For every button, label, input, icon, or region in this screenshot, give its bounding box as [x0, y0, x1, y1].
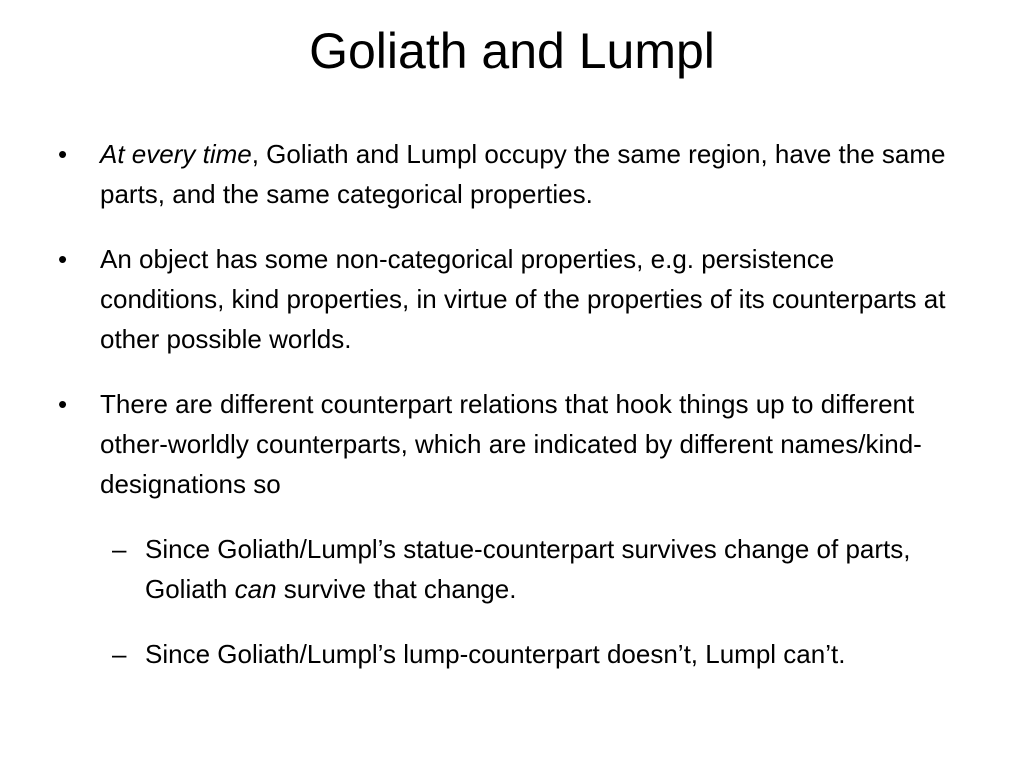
subbullet-2: [58, 634, 958, 674]
slide-body: [58, 134, 958, 699]
bullet-3: [58, 384, 958, 504]
subbullet-1-text-after: survive that change.: [276, 574, 517, 604]
subbullet-1-emphasis: can: [234, 574, 277, 604]
bullet-marker: •: [58, 139, 68, 169]
bullet-2: [58, 239, 958, 359]
bullet-marker: •: [58, 389, 68, 419]
bullet-1: [58, 134, 958, 214]
bullet-1-text: , Goliath and Lumpl occupy the same region, have the same parts, and the same categorical properties.: [100, 139, 946, 209]
bullet-3-text: There are different counterpart relations that hook things up to different other-worldly counterparts, which are indicated by different names/kind-designations so: [100, 389, 922, 499]
subbullet-1-text-before: Since Goliath/Lumpl’s statue-counterpart survives change of parts, Goliath: [145, 534, 911, 604]
subbullet-1: [58, 529, 958, 609]
bullet-2-text: An object has some non-categorical properties, e.g. persistence conditions, kind properties, in virtue of the properties of its counterparts at other possible worlds.: [100, 244, 946, 354]
bullet-1-emphasis: At every time: [100, 139, 252, 169]
subbullet-marker: –: [112, 639, 127, 669]
slide-title: Goliath and Lumpl: [309, 23, 715, 79]
subbullet-2-text: Since Goliath/Lumpl’s lump-counterpart doesn’t, Lumpl can’t.: [145, 639, 846, 669]
subbullet-marker: –: [112, 534, 127, 564]
bullet-marker: •: [58, 244, 68, 274]
